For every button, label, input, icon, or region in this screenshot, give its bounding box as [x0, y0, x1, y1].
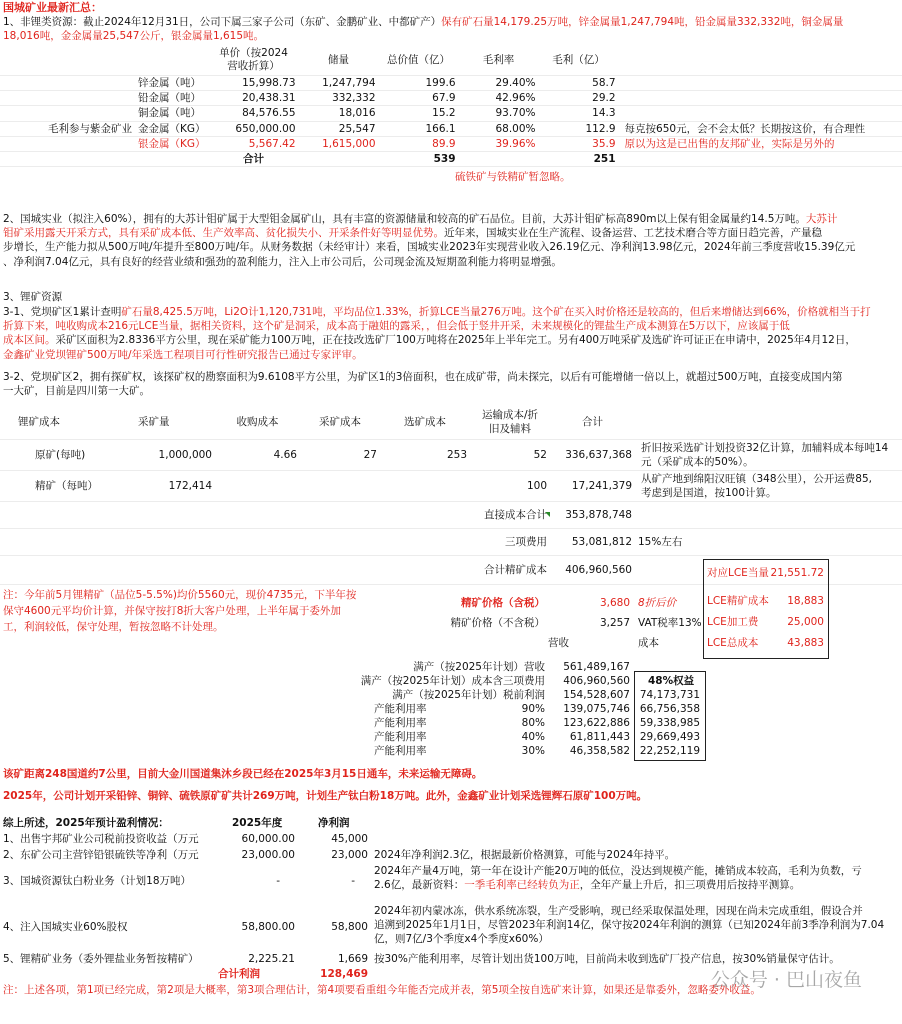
spreadsheet-sheet: 国城矿业最新汇总： 1、非锂类资源：截止2024年12月31日，公司下属三家子公司（东矿、金鹏矿业、中都矿产）保有矿石量14,179.25万吨，锌金属量1,247,794吨，铅金属量332,332吨，铜金属量 18,016吨，金金属量25,547公斤，银金属量1,615吨。 单价（按2024 营收折算） 储量 总价值（亿） 毛利率 毛利（亿） 锌金属（吨） 15,998.73 1,247,794 199.6 29.40% 58.7 铅金属（吨） 20,438.31 332,332 67.9 42.96% 29.2 铜金属（吨） 84,576.55 18,016 15.2 93.70% 14.3 毛利参与紫金矿业 金金属（KG） 650,000.00 25,547 166.1 68.00% 112.9 每克按650元，会不会太低？长期按这价，有合理性 银金属（KG） 5,567.42 1,615,000 89.9 39.96% 35.9 原以为这是已出售的友邦矿业，实际是另外的 合计 539 251 硫铁矿与铁精矿暂忽略。 2、国城实业（拟注入60%），拥有的大苏计钼矿属于大型钼金属矿山，具有丰富的资源储量和较高的矿石品位。目前，大苏计钼矿标高890m以上保有钼金属量约14.5万吨。大苏计 钼矿采用露天开采方式，具有采矿成本低、生产效率高、贫化损失小、开采条件好等明显优势。近年来，国城实业在生产流程、设备运营、工艺技术磨合等方面日趋完善，产量稳 步增长，生产能力拟从500万吨/年提升至800万吨/年。从财务数据（未经审计）来看，国城实业2023年实现营业收入26.19亿元、净利润13.98亿元，2024年前三季度营收15.39亿元 、净利润7.04亿元，具有良好的经营业绩和强劲的盈利能力，注入上市公司后，公司现金流及短期盈利能力将明显增强。 3、锂矿资源 3-1、党坝矿区1累计查明矿石量8,425.5万吨，Li2O计1,120,731吨，平均品位1.33%，折算LCE当量276万吨。这个矿在买入时价格还是较高的，但后来增储达到66%，价格就相当于打 折算下来，吨收购成本216元LCE当量，据相关资料，这个矿是洞采，成本高于融姐的露采，，但会低于竖井开采，未来规模化的锂盐生产成本测算在5万以下，应该属于低 成本区间。采矿区面积为2.8336平方公里，现在采矿能力100万吨，正在技改选矿厂100万吨将在2025年上半年完工。另有400万吨采矿及选矿许可证正在申请中，2025年4月12日， 金鑫矿业党坝锂矿500万吨/年采选工程项目可行性研究报告已通过专家评审。 3-2、党坝矿区2，拥有探矿权，该探矿权的勘察面积为9.6108平方公里，为矿区1的3倍面积，也在成矿带，尚未探完，以后有可能增储一倍以上，就超过500万吨，直接变成国内第 一大矿，目前是四川第一大矿。 锂矿成本 采矿量 收购成本 采矿成本 选矿成本 运输成本/折 旧及辅料 合计 原矿(每吨) 1,000,000 4.66 27 253 52 336,637,368 折旧按采选矿计划投资32亿计算，加辅料成本每吨14 元（采矿成本的50%）。 精矿（每吨） 172,414 100 17,241,379 从矿产地到绵阳汉旺镇（348公里），公开运费85, 考虑到是国道，按100计算。 直接成本合计 353,878,748 三项费用 53,081,812 15%左右 合计精矿成本 406,960,560 注：今年前5月锂精矿（品位5-5.5%)均价5560元，现价4735元，下半年按 保守4600元平均价计算，并保守按打8折大客户处理，上半年属于委外加 工，利润较低，保守处理，暂按忽略不计处理。 精矿价格（含税） 3,680 8折后价 精矿价格（不含税） 3,257 VAT税率13% 营收 成本 对应LCE当量 21,551.72 LCE精矿成本 18,883 LCE加工费 25,000 LCE总成本 43,883 满产（按2025年计划）营收 561,489,167 满产（按2025年计划）成本含三项费用 406,960,560 48%权益 满产（按2025年计划）税前利润 154,528,607 74,173,731 产能利用率 90% 139,075,746 66,756,358 产能利用率 80% 123,622,886 59,338,985 产能利用率 40% 61,811,443 29,669,493 产能利用率 30% 46,358,582 22,252,119 该矿距离248国道约7公里，目前大金川国道集沐乡段已经在2025年3月15日通车，未来运输无障碍。 2025年，公司计划开采铅锌、铜锌、硫铁原矿矿共计269万吨，计划生产钛白粉18万吨。此外，金鑫矿业计划采选锂辉石原矿100万吨。 综上所述，2025年预计盈利情况： 2025年度 净利润 1、出售宇邦矿业公司税前投资收益（万元 60,000.00 45,000 2、东矿公司主营锌铅银硫铁等净利（万元 23,000.00 23,000 2024年净利润2.3亿，根据最新价格测算，可能与2024年持平。 3、国城资源钛白粉业务（计划18万吨） - - 2024年产量4万吨，第一年在设计产能20万吨的低位，没达到规模产能，摊销成本较高，毛利为负数，亏 2.6亿，最新资料：一季毛利率已经转负为正，全年产量上升后，扣三项费用后按持平测算。 4、注入国城实业60%股权 58,800.00 58,800 2024年初内蒙冰冻，供水系统冻裂，生产受影响，现已经采取保温处理，因现在尚未完成重组，假设合并 追溯到2025年1月1日，尽管2023年利润14亿，保守按2024年利润的测算（已知2024年前3季净利润为7.04 亿，则7亿/3个季度x4个季度x60%） 5、锂精矿业务（委外锂盐业务暂按精矿） 2,225.21 1,669 按30%产能利用率，尽管计划出货100万吨，目前尚未收到选矿厂投产信息，按30%销量保守估计。 合计利润 128,469 注：上述各项，第1项已经完成，第2项是大概率，第3项合理估计，第4项要看重组今年能否完成并表，第5项全按自选矿来计算，如果还是靠委外，忽略委外收益。 公众号 · 巴山夜鱼 [0, 0, 902, 1024]
highlight-road: 该矿距离248国道约7公里，目前大金川国道集沐乡段已经在2025年3月15日通车，未来运输无障碍。 [3, 768, 483, 780]
watermark: 公众号 · 巴山夜鱼 [710, 969, 862, 991]
page-title: 国城矿业最新汇总： [3, 1, 102, 14]
header-reserve: 储量 [299, 45, 379, 76]
equity-header: 48%权益 [648, 675, 695, 687]
summary-col-year: 2025年度 [232, 817, 283, 829]
table-row: 锌金属（吨） 15,998.73 1,247,794 199.6 29.40% 58.7 [0, 76, 902, 91]
section3-paragraph-1: 3-1、党坝矿区1累计查明矿石量8,425.5万吨，Li2O计1,120,731吨，平均品位1.33%，折算LCE当量276万吨。这个矿在买入时价格还是较高的，但后来增储达到66%，价格就相当于打 折算下来，吨收购成本216元LCE当量，据相关资料，这个矿是洞采，成本高于融姐的露采，，但会低于竖井开采，未来规模化的锂盐生产成本测算在5万以下，应该属于低 成本区间。采矿区面积为2.8336平方公里，现在采矿能力100万吨，正在技改选矿厂100万吨将在2025年上半年完工。另有400万吨采矿及选矿许可证正在申请中，2025年4月12日， 金鑫矿业党坝锂矿500万吨/年采选工程项目可行性研究报告已通过专家评审。 [3, 306, 871, 361]
header-margin: 毛利率 [459, 45, 539, 76]
cell-comment-marker [545, 512, 550, 517]
header-price: 单价（按2024 营收折算） [209, 45, 299, 76]
table-row: 合计精矿成本 406,960,560 [0, 556, 902, 585]
table-row: 三项费用 53,081,812 15%左右 [0, 529, 902, 556]
table-row: 直接成本合计 353,878,748 [0, 502, 902, 529]
table-row: 铅金属（吨） 20,438.31 332,332 67.9 42.96% 29.2 [0, 91, 902, 106]
price-note: 注：今年前5月锂精矿（品位5-5.5%)均价5560元，现价4735元，下半年按 保守4600元平均价计算，并保守按打8折大客户处理，上半年属于委外加 工，利润较低，保守处理，暂按忽略不计处理。 [3, 589, 357, 633]
summary-col-net: 净利润 [318, 817, 350, 829]
summary-total-value: 128,469 [320, 968, 368, 980]
table-row: 银金属（KG） 5,567.42 1,615,000 89.9 39.96% 35.9 原以为这是已出售的友邦矿业，实际是另外的 [0, 136, 902, 151]
section1-intro-red: 保有矿石量14,179.25万吨，锌金属量1,247,794吨，铅金属量332,332吨，铜金属量 [441, 16, 844, 28]
table-total-row [0, 151, 902, 166]
section1-intro-text: 1、非锂类资源：截止2024年12月31日，公司下属三家子公司（东矿、金鹏矿业、中都矿产） [3, 16, 442, 28]
section3-heading: 3、锂矿资源 [3, 291, 63, 303]
silver-note: 原以为这是已出售的友邦矿业，实际是另外的 [619, 136, 902, 151]
revenue-label: 营收 [548, 637, 569, 649]
price-notax-note: VAT税率13% [638, 617, 702, 629]
table-header-row [0, 45, 902, 76]
price-tax-value: 3,680 [599, 597, 630, 609]
price-tax-note: 8折后价 [638, 597, 677, 609]
total-value: 539 [379, 151, 459, 166]
table-row: 精矿（每吨） 172,414 100 17,241,379 从矿产地到绵阳汉旺镇（348公里），公开运费85, 考虑到是国道，按100计算。 [0, 471, 902, 502]
price-tax-label: 精矿价格（含税） [461, 597, 545, 609]
section2-paragraph: 2、国城实业（拟注入60%），拥有的大苏计钼矿属于大型钼金属矿山，具有丰富的资源储量和较高的矿石品位。目前，大苏计钼矿标高890m以上保有钼金属量约14.5万吨。大苏计 钼矿采用露天开采方式，具有采矿成本低、生产效率高、贫化损失小、开采条件好等明显优势。近年来，国城实业在生产流程、设备运营、工艺技术磨合等方面日趋完善，产量稳 步增长，生产能力拟从500万吨/年提升至800万吨/年。从财务数据（未经审计）来看，国城实业2023年实现营业收入26.19亿元、净利润13.98亿元，2024年前三季度营收15.39亿元 、净利润7.04亿元，具有良好的经营业绩和强劲的盈利能力，注入上市公司后，公司现金流及短期盈利能力将明显增强。 [3, 213, 856, 268]
header-profit: 毛利（亿） [539, 45, 619, 76]
header-total: 总价值（亿） [379, 45, 459, 76]
row-name: 锌金属（吨） [135, 76, 209, 91]
cost-header-row: 锂矿成本 采矿量 收购成本 采矿成本 选矿成本 运输成本/折 旧及辅料 合计 [0, 405, 902, 440]
table-row: 原矿(每吨) 1,000,000 4.66 27 253 52 336,637,368 折旧按采选矿计划投资32亿计算，加辅料成本每吨14 元（采矿成本的50%）。 [0, 440, 902, 471]
summary-footer: 注：上述各项，第1项已经完成，第2项是大概率，第3项合理估计，第4项要看重组今年能否完成并表，第5项全按自选矿来计算，如果还是靠委外，忽略委外收益。 [3, 984, 761, 996]
summary-total-label: 合计利润 [218, 968, 260, 980]
price-notax-value: 3,257 [599, 617, 630, 629]
gold-note: 每克按650元，会不会太低？长期按这价，有合理性 [619, 121, 902, 136]
total-label: 合计 [209, 151, 299, 166]
table-row: 毛利参与紫金矿业 金金属（KG） 650,000.00 25,547 166.1 68.00% 112.9 每克按650元，会不会太低？长期按这价，有合理性 [0, 121, 902, 136]
price-notax-label: 精矿价格（不含税） [450, 617, 545, 629]
total-profit: 251 [539, 151, 619, 166]
summary-heading: 综上所述，2025年预计盈利情况： [3, 817, 169, 829]
titanium-note: 2024年产量4万吨，第一年在设计产能20万吨的低位，没达到规模产能，摊销成本较高，毛利为负数，亏 2.6亿，最新资料：一季毛利率已经转负为正，全年产量上升后，扣三项费用后按持平测算。 [374, 865, 862, 892]
industry-note: 2024年初内蒙冰冻，供水系统冻裂，生产受影响，现已经采取保温处理，因现在尚未完成重组，假设合并 追溯到2025年1月1日，尽管2023年利润14亿，保守按2024年利润的测算（已知2024年前3季净利润为7.04 亿，则7亿/3个季度x4个季度x60%） [374, 905, 885, 946]
lithium-cost-table [0, 405, 902, 585]
section1-intro [3, 15, 843, 29]
highlight-plan: 2025年，公司计划开采铅锌、铜锌、硫铁原矿矿共计269万吨，计划生产钛白粉18万吨。此外，金鑫矿业计划采选锂辉石原矿100万吨。 [3, 790, 648, 802]
table-row: 铜金属（吨） 84,576.55 18,016 15.2 93.70% 14.3 [0, 106, 902, 121]
section1-intro-red-2: 18,016吨，金金属量25,547公斤，银金属量1,615吨。 [3, 30, 265, 42]
cost-label: 成本 [638, 637, 659, 649]
side-label: 毛利参与紫金矿业 [0, 121, 135, 136]
metal-reserve-table [0, 45, 902, 167]
ignore-note: 硫铁矿与铁精矿暂忽略。 [455, 171, 571, 183]
section3-paragraph-2: 3-2、党坝矿区2，拥有探矿权，该探矿权的勘察面积为9.6108平方公里，为矿区1的3倍面积，也在成矿带，尚未探完，以后有可能增储一倍以上，就超过500万吨，直接变成国内第 一大矿，目前是四川第一大矿。 [3, 371, 843, 398]
